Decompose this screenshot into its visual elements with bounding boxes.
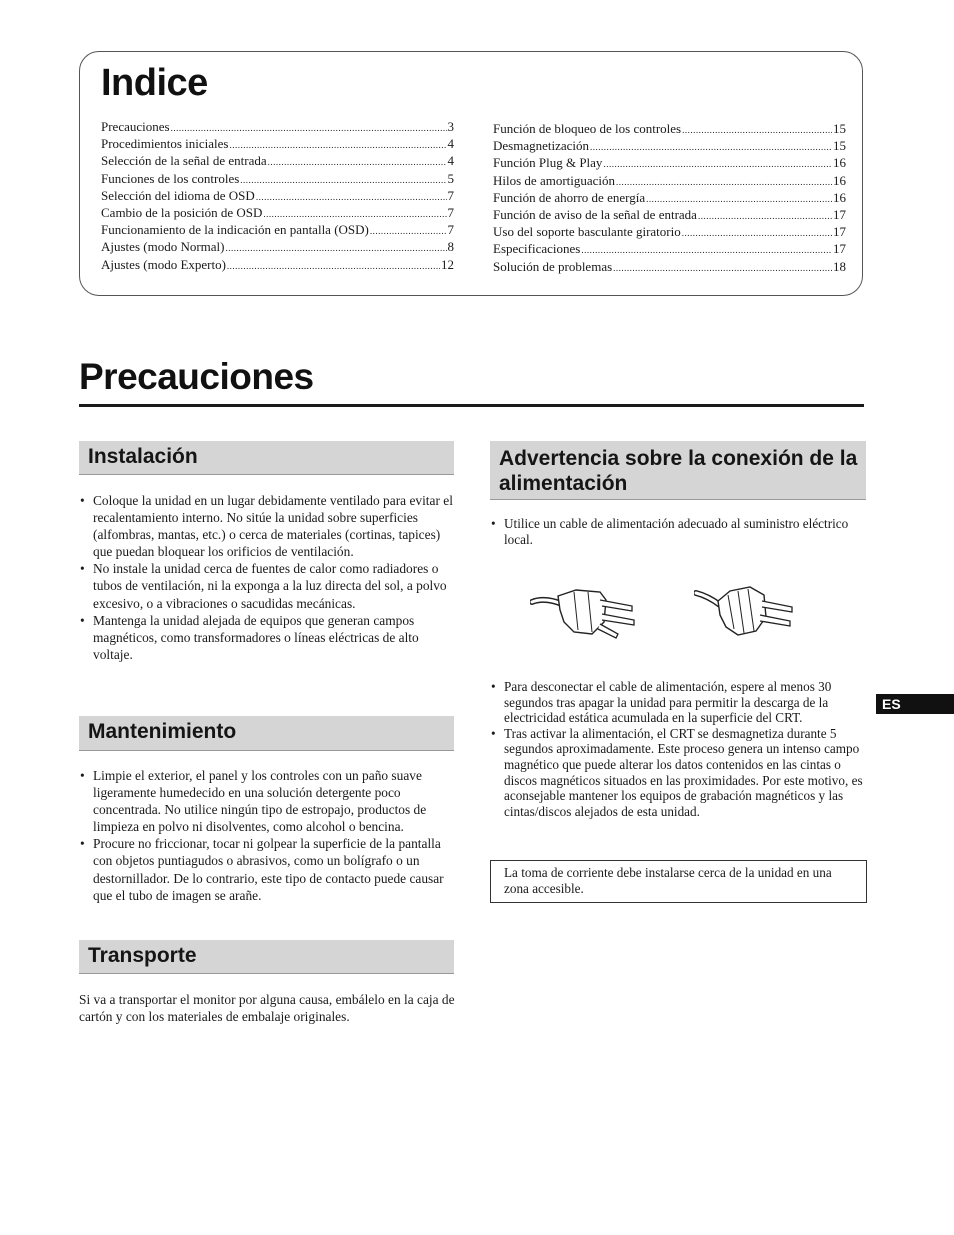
toc-entry-label: Uso del soporte basculante giratorio [493, 224, 681, 240]
toc-entry-label: Función de aviso de la señal de entrada [493, 206, 697, 222]
toc-entry[interactable] [101, 256, 454, 273]
toc-entry-page: 17 [833, 206, 846, 222]
toc-entry[interactable] [493, 258, 846, 275]
us-plug-icon [530, 578, 645, 640]
transporte-text: Si va a transportar el monitor por alguna causa, embálelo en la caja de cartón y con los materiales de embalaje originales. [79, 992, 455, 1025]
section-heading-advertencia: Advertencia sobre la conexión de la alimentación [490, 441, 866, 500]
toc-entry-label: Hilos de amortiguación [493, 172, 616, 188]
toc-entry-page: 16 [833, 155, 846, 171]
toc-entry-page: 16 [833, 189, 846, 205]
list-item: • No instale la unidad cerca de fuentes de calor como radiadores o tubos de ventilación, ni la exponga a la luz directa del sol, a polvo excesivo, o a vibraciones o sacudidas mecánicas. [79, 560, 455, 611]
toc-entry-label: Ajustes (modo Normal) [101, 239, 225, 255]
list-item: • Coloque la unidad en un lugar debidamente ventilado para evitar el recalentamiento interno. No sitúe la unidad sobre superficies (alfombras, mantas, etc.) o cerca de materiales (cortinas, tapices) que puedan bloquear los orificios de ventilación. [79, 492, 455, 560]
toc-entry-page: 12 [441, 256, 454, 272]
toc-entry[interactable] [493, 172, 846, 189]
toc-entry[interactable] [493, 206, 846, 223]
outlet-notice-box [490, 860, 867, 903]
toc-right-column [493, 120, 846, 275]
index-title: Indice [101, 62, 208, 104]
toc-entry-label: Precauciones [101, 119, 170, 134]
toc-entry[interactable] [493, 137, 846, 154]
toc-entry-page: 16 [833, 172, 846, 188]
page-title: Precauciones [79, 356, 314, 397]
section-heading-instalacion: Instalación [79, 441, 454, 475]
eu-plug-icon [694, 577, 804, 639]
list-item: • Utilice un cable de alimentación adecuado al suministro eléctrico local. [490, 516, 866, 547]
toc-entry-label: Funcionamiento de la indicación en pantalla (OSD) [101, 222, 369, 238]
toc-entry-page: 17 [833, 241, 846, 257]
toc-entry-label: Función Plug & Play [493, 155, 603, 171]
toc-entry[interactable] [493, 240, 846, 257]
toc-entry-page: 17 [833, 224, 846, 240]
toc-entry[interactable] [101, 135, 454, 152]
toc-entry-page: 4 [447, 153, 454, 169]
toc-entry[interactable] [101, 170, 454, 187]
advertencia-list-top [490, 516, 866, 547]
list-item: • Procure no friccionar, tocar ni golpear la superficie de la pantalla con objetos puntiagudos o abrasivos, como un bolígrafo o un destornillador. De lo contrario, este tipo de contacto puede causar que el tubo de imagen se arañe. [79, 835, 455, 903]
toc-entry-label: Especificaciones [493, 241, 581, 257]
toc-entry-page: 15 [833, 121, 846, 136]
toc-entry-label: Ajustes (modo Experto) [101, 256, 226, 272]
toc-entry-page: 7 [447, 204, 454, 220]
toc-entry-page: 7 [447, 222, 454, 238]
instalacion-list [79, 492, 455, 663]
section-heading-transporte: Transporte [79, 940, 454, 974]
list-item: • Para desconectar el cable de alimentación, espere al menos 30 segundos tras apagar la unidad para permitir la descarga de la electricidad estática acumulada en la superficie del CRT. [490, 679, 866, 726]
toc-leader [613, 258, 832, 277]
title-divider [79, 404, 864, 407]
toc-entry[interactable] [493, 120, 846, 137]
toc-entry-page: 18 [833, 258, 846, 274]
list-item: • Tras activar la alimentación, el CRT se desmagnetiza durante 5 segundos aproximadamente. Este proceso genera un intenso campo magnético que puede alterar los datos contenidos en las cintas o discos magnéticos situados en las proximidades. Por este motivo, es aconsejable mantener los equipos de grabación magnéticos y las cintas/discos alejados de esta unidad. [490, 726, 866, 820]
toc-entry[interactable] [101, 152, 454, 169]
toc-entry[interactable] [101, 204, 454, 221]
mantenimiento-list [79, 767, 455, 904]
toc-entry[interactable] [493, 223, 846, 240]
toc-entry[interactable] [101, 221, 454, 238]
toc-entry[interactable] [101, 118, 454, 135]
advertencia-list-bottom [490, 679, 866, 819]
toc-entry-page: 8 [447, 239, 454, 255]
list-item: • Mantenga la unidad alejada de equipos que generan campos magnéticos, como transformadores o líneas eléctricas de alto voltaje. [79, 612, 455, 663]
toc-entry-page: 15 [833, 138, 846, 154]
toc-entry-label: Selección de la señal de entrada [101, 153, 267, 169]
toc-entry[interactable] [101, 238, 454, 255]
section-heading-mantenimiento: Mantenimiento [79, 716, 454, 751]
toc-left-column [101, 118, 454, 273]
toc-entry[interactable] [493, 154, 846, 171]
toc-leader [227, 256, 440, 275]
toc-entry-page: 5 [447, 170, 454, 186]
toc-entry-label: Funciones de los controles [101, 170, 240, 186]
toc-entry-label: Cambio de la posición de OSD [101, 204, 263, 220]
toc-entry-page: 3 [447, 119, 454, 134]
toc-entry-label: Desmagnetización [493, 138, 590, 154]
outlet-notice-text: La toma de corriente debe instalarse cerca de la unidad en una zona accesible. [504, 865, 832, 896]
toc-entry-label: Solución de problemas [493, 258, 613, 274]
toc-entry-label: Selección del idioma de OSD [101, 187, 255, 203]
toc-entry[interactable] [493, 189, 846, 206]
toc-entry[interactable] [101, 187, 454, 204]
toc-entry-label: Procedimientos iniciales [101, 136, 229, 152]
toc-entry-label: Función de ahorro de energía [493, 189, 646, 205]
toc-entry-label: Función de bloqueo de los controles [493, 121, 682, 136]
toc-entry-page: 4 [447, 136, 454, 152]
language-tab: ES [876, 694, 954, 714]
toc-entry-page: 7 [447, 187, 454, 203]
list-item: • Limpie el exterior, el panel y los controles con un paño suave ligeramente humedecido en una solución detergente poco concentrada. No utilice ningún tipo de estropajo, productos de limpieza en polvo ni disolventes, como alcohol o bencina. [79, 767, 455, 835]
